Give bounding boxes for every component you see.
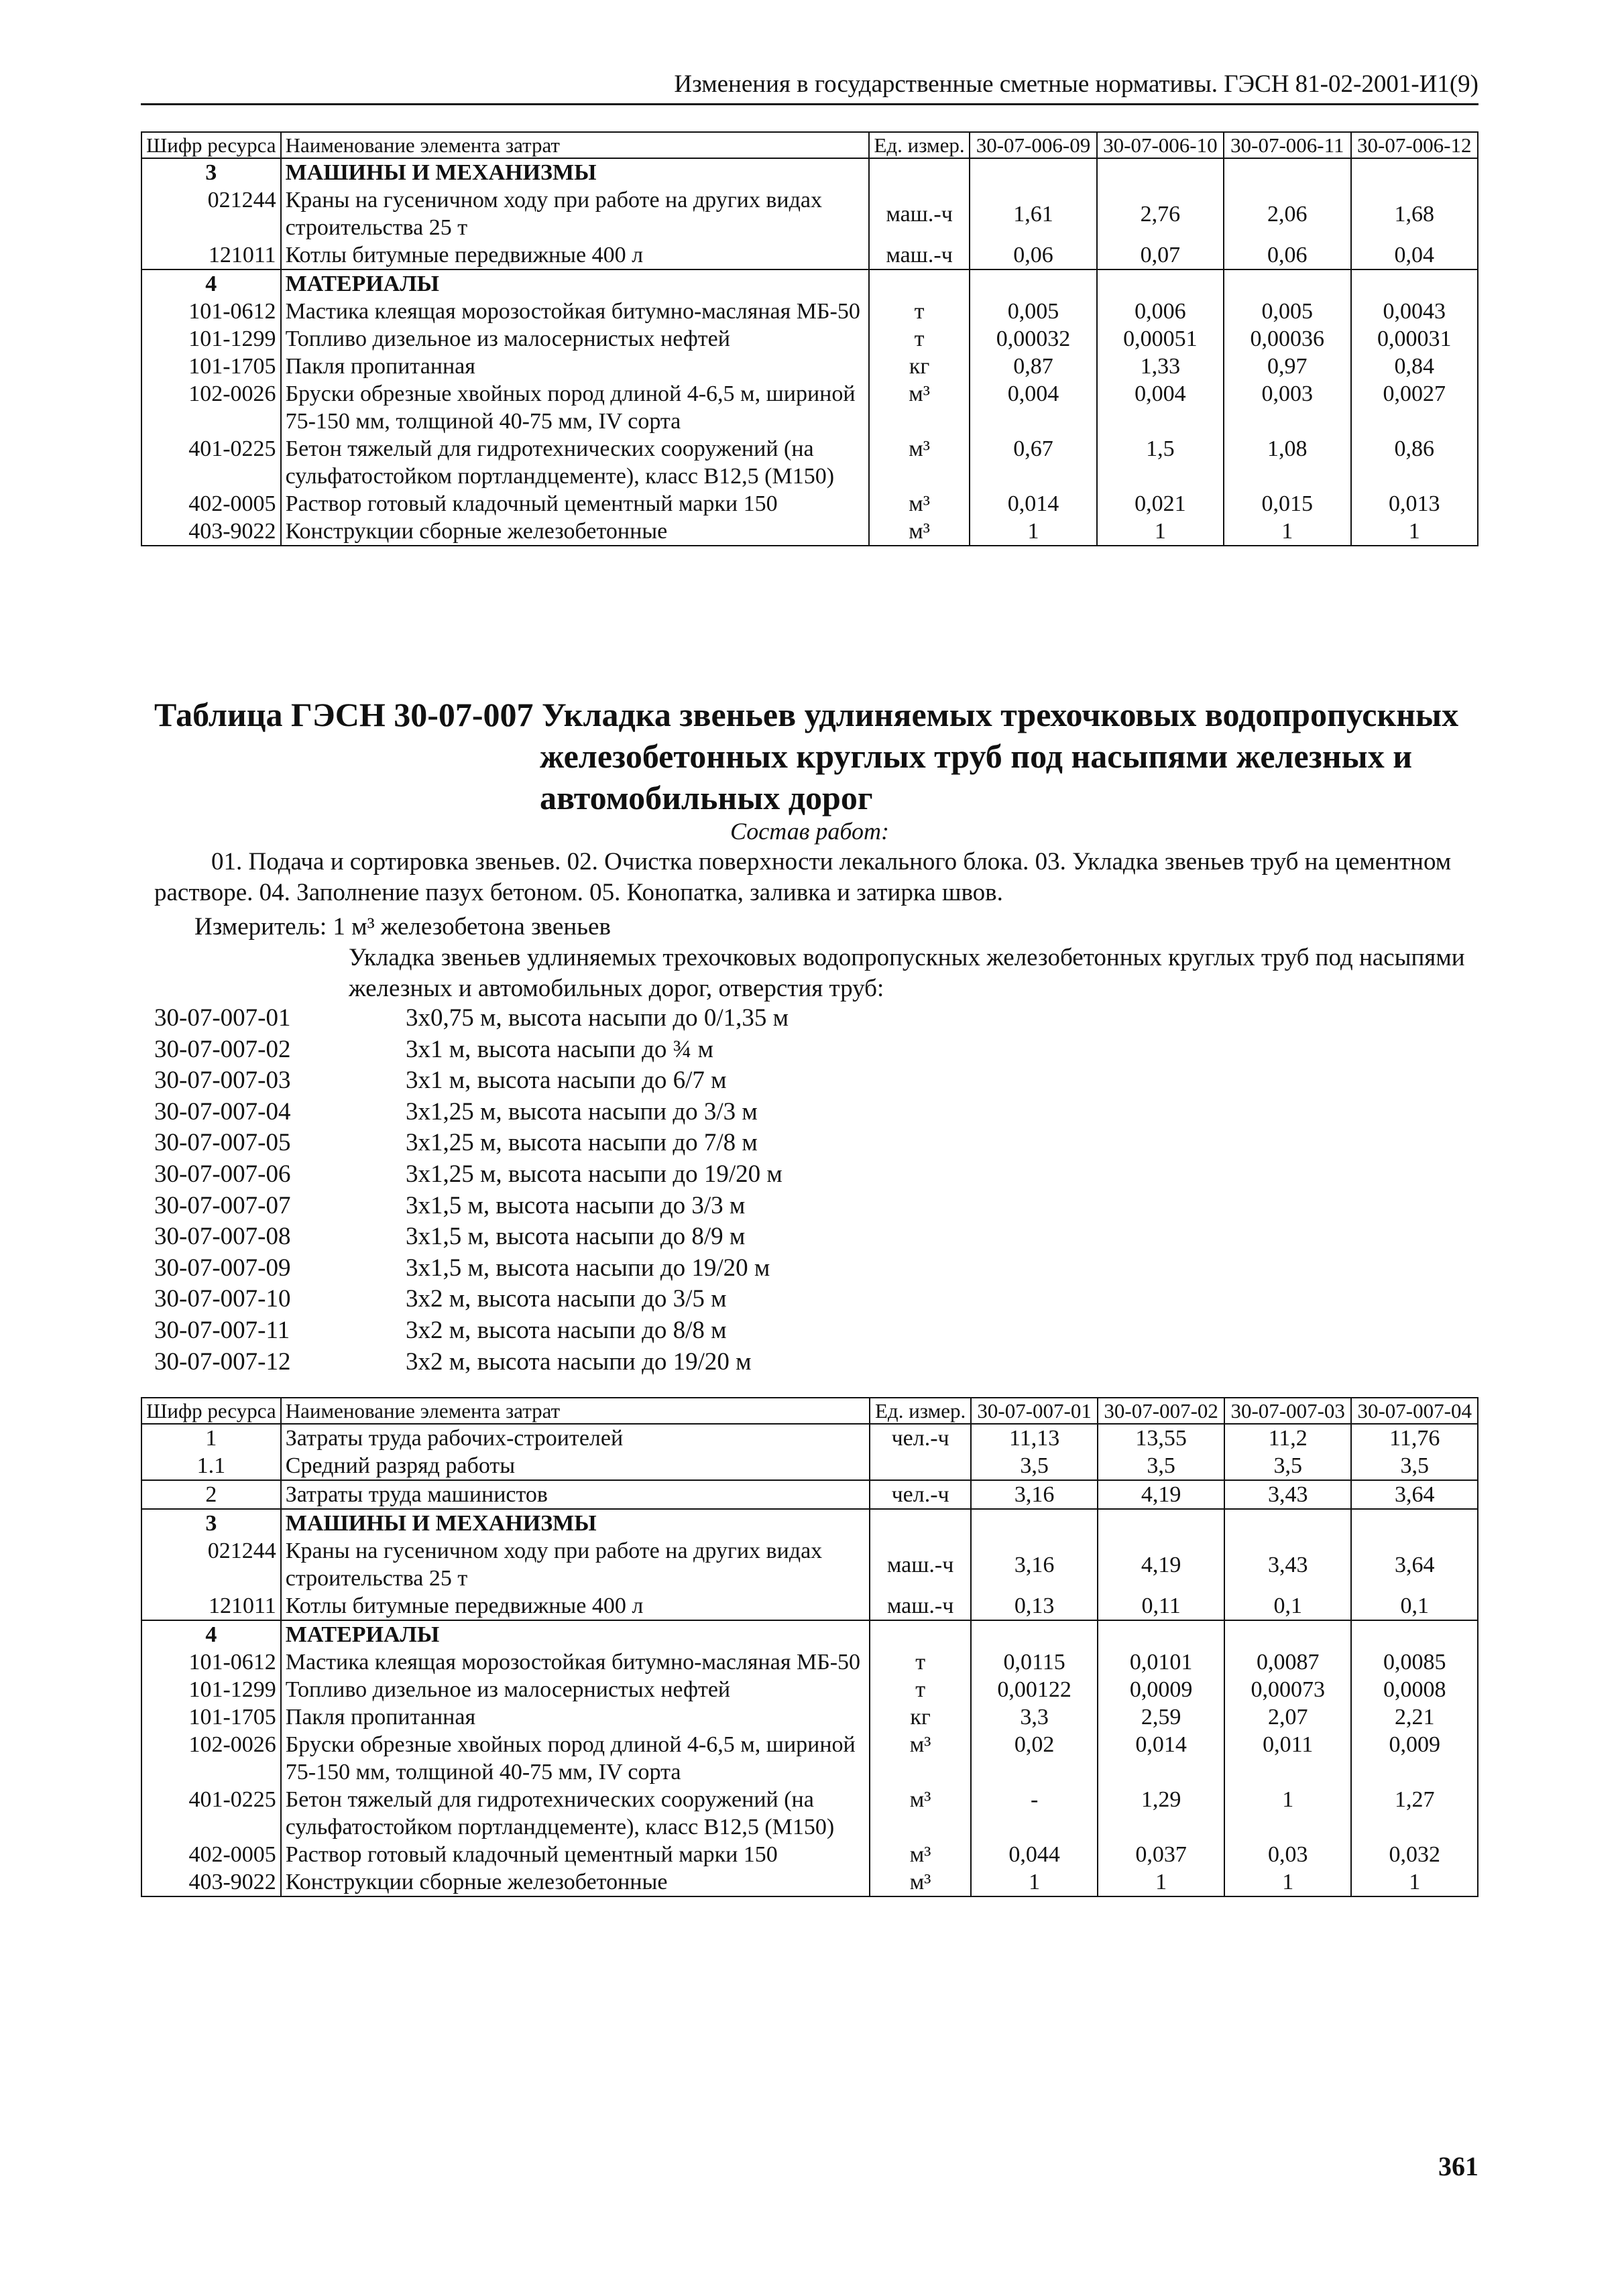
resource-name: Раствор готовый кладочный цементный марки 150	[281, 490, 869, 518]
resource-name: Топливо дизельное из малосернистых нефтей	[281, 1676, 870, 1703]
norm-value: 3,5	[1098, 1452, 1224, 1480]
running-header: Изменения в государственные сметные нормативы. ГЭСН 81-02-2001-И1(9)	[141, 70, 1478, 105]
position-description: 3х1,5 м, высота насыпи до 8/9 м	[406, 1223, 746, 1251]
norm-value: 3,16	[971, 1480, 1098, 1509]
norm-value: 2,21	[1351, 1703, 1478, 1731]
norm-value: 3,5	[1224, 1452, 1352, 1480]
col-header-code: Шифр ресурса	[141, 1398, 281, 1424]
table-row	[141, 1731, 1478, 1786]
position-code: 30-07-007-02	[154, 1035, 291, 1063]
table-row	[141, 1452, 1478, 1480]
norm-value: 1,27	[1351, 1786, 1478, 1841]
norm-value: 3,5	[971, 1452, 1098, 1480]
section-number: 4	[141, 1620, 281, 1648]
position-code: 30-07-007-11	[154, 1316, 290, 1344]
table-row	[141, 298, 1478, 325]
resource-name: Бруски обрезные хвойных пород длиной 4-6,5 м, шириной 75-150 мм, толщиной 40-75 мм, IV сорта	[281, 380, 869, 435]
resource-name: Пакля пропитанная	[281, 1703, 870, 1731]
table-row	[141, 380, 1478, 435]
norm-value: 0,00122	[971, 1676, 1098, 1703]
table-row	[141, 1480, 1478, 1509]
list-item	[154, 1065, 1294, 1097]
norm-value: 0,004	[970, 380, 1096, 435]
resource-name: Конструкции сборные железобетонные	[281, 1868, 870, 1896]
norm-value: 0,0009	[1098, 1676, 1224, 1703]
norm-value: 0,02	[971, 1731, 1098, 1786]
resource-code: 403-9022	[141, 1868, 281, 1896]
resource-code: 101-1705	[141, 353, 281, 380]
norm-value: 0,003	[1224, 380, 1350, 435]
resource-unit: кг	[869, 353, 970, 380]
norm-value: 0,03	[1224, 1841, 1352, 1868]
resource-name: Затраты труда рабочих-строителей	[281, 1424, 870, 1452]
resource-name: Краны на гусеничном ходу при работе на других видах строительства 25 т	[281, 1537, 870, 1592]
section-row-materials	[141, 269, 1478, 298]
table-row	[141, 1841, 1478, 1868]
norm-value: 1	[1097, 518, 1224, 546]
norm-value: 0,013	[1351, 490, 1478, 518]
norm-value: 1,29	[1098, 1786, 1224, 1841]
position-description: 3х2 м, высота насыпи до 19/20 м	[406, 1347, 752, 1376]
norm-value: 13,55	[1098, 1424, 1224, 1452]
norm-value: 0,06	[1224, 241, 1350, 269]
resource-unit: маш.-ч	[869, 241, 970, 269]
table-row	[141, 1424, 1478, 1452]
norm-value: 0,07	[1097, 241, 1224, 269]
position-description: 3х1,5 м, высота насыпи до 3/3 м	[406, 1191, 746, 1219]
resource-name: Мастика клеящая морозостойкая битумно-масляная МБ-50	[281, 298, 869, 325]
norm-value: 3,5	[1351, 1452, 1478, 1480]
list-item	[154, 1191, 1294, 1222]
norm-value: 1	[1224, 1868, 1352, 1896]
table-row	[141, 1676, 1478, 1703]
norm-value: 0,004	[1097, 380, 1224, 435]
table-row	[141, 435, 1478, 490]
col-header-norm: 30-07-006-11	[1224, 132, 1350, 158]
table-title-line: Таблица ГЭСН 30-07-007 Укладка звеньев удлиняемых трехочковых водопропускных	[154, 696, 1459, 733]
positions-intro: Укладка звеньев удлиняемых трехочковых водопропускных железобетонных круглых труб под насыпями железных и автомобильных дорог, отверстия труб:	[349, 944, 1465, 1002]
measure-unit: Измеритель: 1 м³ железобетона звеньев	[194, 913, 611, 941]
resource-name: Котлы битумные передвижные 400 л	[281, 1592, 870, 1620]
col-header-norm: 30-07-007-01	[971, 1398, 1098, 1424]
norm-value: 1,5	[1097, 435, 1224, 490]
table-row	[141, 353, 1478, 380]
position-code: 30-07-007-01	[154, 1004, 291, 1032]
list-item	[154, 1315, 1294, 1347]
norm-value: 0,00032	[970, 325, 1096, 353]
norm-value: 1	[1224, 1786, 1352, 1841]
position-code: 30-07-007-12	[154, 1347, 291, 1376]
resource-code: 121011	[141, 241, 281, 269]
position-description: 3х2 м, высота насыпи до 8/8 м	[406, 1316, 727, 1344]
resource-name: Краны на гусеничном ходу при работе на других видах строительства 25 т	[281, 186, 869, 241]
col-header-norm: 30-07-007-03	[1224, 1398, 1352, 1424]
resource-name: Мастика клеящая морозостойкая битумно-масляная МБ-50	[281, 1648, 870, 1676]
position-description: 3х1 м, высота насыпи до 6/7 м	[406, 1067, 727, 1095]
resource-code: 021244	[141, 186, 281, 241]
norm-value: 4,19	[1098, 1480, 1224, 1509]
resource-unit	[870, 1452, 970, 1480]
position-code: 30-07-007-08	[154, 1223, 291, 1251]
section-number: 3	[141, 1509, 281, 1537]
norm-value: 1	[1351, 1868, 1478, 1896]
norm-value: 0,00051	[1097, 325, 1224, 353]
list-item	[154, 1034, 1294, 1066]
col-header-code: Шифр ресурса	[141, 132, 281, 158]
position-description: 3х1,25 м, высота насыпи до 7/8 м	[406, 1129, 758, 1157]
norm-value: 0,021	[1097, 490, 1224, 518]
resource-unit: маш.-ч	[869, 186, 970, 241]
works-description: 01. Подача и сортировка звеньев. 02. Очистка поверхности лекального блока. 03. Укладка звеньев труб на цементном растворе. 04. Заполнение пазух бетоном. 05. Конопатка, заливка и затирка швов.	[154, 848, 1452, 906]
resource-unit: кг	[870, 1703, 970, 1731]
section-title: МАТЕРИАЛЫ	[281, 269, 869, 298]
resource-name: Средний разряд работы	[281, 1452, 870, 1480]
section-row-materials	[141, 1620, 1478, 1648]
col-header-name: Наименование элемента затрат	[281, 132, 869, 158]
table-row	[141, 1786, 1478, 1841]
table-row	[141, 1592, 1478, 1620]
table-row	[141, 490, 1478, 518]
norm-value: 4,19	[1098, 1537, 1224, 1592]
norm-value: 3,43	[1224, 1480, 1352, 1509]
resource-code: 403-9022	[141, 518, 281, 546]
norm-value: 0,0115	[971, 1648, 1098, 1676]
resource-unit: маш.-ч	[870, 1537, 970, 1592]
resource-code: 101-1705	[141, 1703, 281, 1731]
table-row	[141, 325, 1478, 353]
resource-unit: т	[869, 325, 970, 353]
norm-value: 3,16	[971, 1537, 1098, 1592]
table-title-line: железобетонных круглых труб под насыпями железных и автомобильных дорог	[540, 737, 1413, 817]
section-row-machines	[141, 158, 1478, 186]
norm-value: 1,33	[1097, 353, 1224, 380]
table-row	[141, 241, 1478, 269]
norm-value: 2,76	[1097, 186, 1224, 241]
resource-unit: м³	[869, 435, 970, 490]
resource-unit: м³	[869, 490, 970, 518]
resource-unit: м³	[870, 1786, 970, 1841]
col-header-norm: 30-07-007-04	[1351, 1398, 1478, 1424]
resource-unit: м³	[870, 1868, 970, 1896]
norm-value: 0,00073	[1224, 1676, 1352, 1703]
norm-value: 3,43	[1224, 1537, 1352, 1592]
norm-value: 0,1	[1224, 1592, 1352, 1620]
norm-value: 0,00031	[1351, 325, 1478, 353]
col-header-norm: 30-07-006-12	[1351, 132, 1478, 158]
list-item	[154, 1159, 1294, 1191]
norm-value: 0,0085	[1351, 1648, 1478, 1676]
position-description: 3х2 м, высота насыпи до 3/5 м	[406, 1285, 727, 1313]
resource-code: 402-0005	[141, 1841, 281, 1868]
norm-value: 1	[971, 1868, 1098, 1896]
resource-unit: м³	[870, 1731, 970, 1786]
resource-name: Бетон тяжелый для гидротехнических сооружений (на сульфатостойком портландцементе), класс В12,5 (М150)	[281, 435, 869, 490]
resource-code: 102-0026	[141, 1731, 281, 1786]
table-title	[154, 694, 1482, 819]
section-number: 4	[141, 269, 281, 298]
section-number: 3	[141, 158, 281, 186]
resource-table-007	[141, 1397, 1478, 1897]
norm-value: 11,2	[1224, 1424, 1352, 1452]
position-code: 30-07-007-06	[154, 1160, 291, 1188]
resource-code: 401-0225	[141, 435, 281, 490]
norm-value: 0,0087	[1224, 1648, 1352, 1676]
norm-value: -	[971, 1786, 1098, 1841]
col-header-name: Наименование элемента затрат	[281, 1398, 870, 1424]
norm-value: 0,84	[1351, 353, 1478, 380]
position-description: 3х1,5 м, высота насыпи до 19/20 м	[406, 1254, 770, 1282]
norm-value: 0,009	[1351, 1731, 1478, 1786]
norm-value: 0,0101	[1098, 1648, 1224, 1676]
resource-code: 102-0026	[141, 380, 281, 435]
resource-code: 101-0612	[141, 298, 281, 325]
table-row	[141, 186, 1478, 241]
position-code: 30-07-007-09	[154, 1254, 291, 1282]
list-item	[154, 1128, 1294, 1159]
resource-code: 1	[141, 1424, 281, 1452]
section-title: МАТЕРИАЛЫ	[281, 1620, 870, 1648]
table-row	[141, 518, 1478, 546]
resource-code: 101-0612	[141, 1648, 281, 1676]
list-item	[154, 1347, 1294, 1378]
table-row	[141, 1537, 1478, 1592]
norm-value: 0,97	[1224, 353, 1350, 380]
resource-unit: м³	[869, 380, 970, 435]
norm-value: 0,04	[1351, 241, 1478, 269]
resource-unit: т	[870, 1648, 970, 1676]
norm-value: 3,3	[971, 1703, 1098, 1731]
norm-value: 1	[1351, 518, 1478, 546]
resource-name: Котлы битумные передвижные 400 л	[281, 241, 869, 269]
norm-value: 1,68	[1351, 186, 1478, 241]
norm-value: 0,13	[971, 1592, 1098, 1620]
position-code: 30-07-007-03	[154, 1067, 291, 1095]
positions-list	[154, 1003, 1294, 1378]
col-header-norm: 30-07-006-10	[1097, 132, 1224, 158]
position-description: 3х1,25 м, высота насыпи до 19/20 м	[406, 1160, 782, 1188]
resource-unit: маш.-ч	[870, 1592, 970, 1620]
resource-unit: т	[870, 1676, 970, 1703]
position-code: 30-07-007-04	[154, 1097, 291, 1126]
norm-value: 0,037	[1098, 1841, 1224, 1868]
resource-name: Бетон тяжелый для гидротехнических сооружений (на сульфатостойком портландцементе), класс В12,5 (М150)	[281, 1786, 870, 1841]
section-title: МАШИНЫ И МЕХАНИЗМЫ	[281, 1509, 870, 1537]
norm-value: 11,13	[971, 1424, 1098, 1452]
table-row	[141, 1648, 1478, 1676]
resource-unit: м³	[870, 1841, 970, 1868]
norm-value: 0,87	[970, 353, 1096, 380]
norm-value: 0,014	[970, 490, 1096, 518]
resource-name: Бруски обрезные хвойных пород длиной 4-6,5 м, шириной 75-150 мм, толщиной 40-75 мм, IV сорта	[281, 1731, 870, 1786]
norm-value: 11,76	[1351, 1424, 1478, 1452]
position-code: 30-07-007-05	[154, 1129, 291, 1157]
norm-value: 2,59	[1098, 1703, 1224, 1731]
resource-unit: чел.-ч	[870, 1480, 970, 1509]
list-item	[154, 1097, 1294, 1128]
norm-value: 0,00036	[1224, 325, 1350, 353]
norm-value: 2,07	[1224, 1703, 1352, 1731]
resource-code: 101-1299	[141, 325, 281, 353]
resource-table-006	[141, 131, 1478, 546]
norm-value: 0,0008	[1351, 1676, 1478, 1703]
position-description: 3х1 м, высота насыпи до ¾ м	[406, 1035, 714, 1063]
resource-name: Пакля пропитанная	[281, 353, 869, 380]
list-item	[154, 1284, 1294, 1315]
norm-value: 0,11	[1098, 1592, 1224, 1620]
norm-value: 0,0043	[1351, 298, 1478, 325]
resource-code: 2	[141, 1480, 281, 1509]
table-row	[141, 1703, 1478, 1731]
resource-name: Конструкции сборные железобетонные	[281, 518, 869, 546]
resource-code: 101-1299	[141, 1676, 281, 1703]
position-code: 30-07-007-10	[154, 1285, 291, 1313]
section-title: МАШИНЫ И МЕХАНИЗМЫ	[281, 158, 869, 186]
resource-code: 121011	[141, 1592, 281, 1620]
col-header-norm: 30-07-006-09	[970, 132, 1096, 158]
norm-value: 2,06	[1224, 186, 1350, 241]
norm-value: 0,032	[1351, 1841, 1478, 1868]
norm-value: 3,64	[1351, 1480, 1478, 1509]
resource-code: 402-0005	[141, 490, 281, 518]
norm-value: 1	[1098, 1868, 1224, 1896]
norm-value: 1	[970, 518, 1096, 546]
norm-value: 0,1	[1351, 1592, 1478, 1620]
resource-name: Раствор готовый кладочный цементный марки 150	[281, 1841, 870, 1868]
resource-code: 401-0225	[141, 1786, 281, 1841]
norm-value: 1,08	[1224, 435, 1350, 490]
resource-name: Затраты труда машинистов	[281, 1480, 870, 1509]
page-number: 361	[1438, 2151, 1478, 2181]
table-header-row	[141, 132, 1478, 158]
resource-code: 1.1	[141, 1452, 281, 1480]
col-header-unit: Ед. измер.	[869, 132, 970, 158]
norm-value: 0,015	[1224, 490, 1350, 518]
norm-value: 1,61	[970, 186, 1096, 241]
table-row	[141, 1868, 1478, 1896]
norm-value: 0,86	[1351, 435, 1478, 490]
list-item	[154, 1003, 1294, 1034]
resource-name: Топливо дизельное из малосернистых нефтей	[281, 325, 869, 353]
col-header-norm: 30-07-007-02	[1098, 1398, 1224, 1424]
table-header-row	[141, 1398, 1478, 1424]
list-item	[154, 1221, 1294, 1253]
norm-value: 0,014	[1098, 1731, 1224, 1786]
norm-value: 0,67	[970, 435, 1096, 490]
resource-unit: м³	[869, 518, 970, 546]
position-description: 3х1,25 м, высота насыпи до 3/3 м	[406, 1097, 758, 1126]
norm-value: 0,044	[971, 1841, 1098, 1868]
section-row-machines	[141, 1509, 1478, 1537]
resource-unit: т	[869, 298, 970, 325]
norm-value: 0,005	[1224, 298, 1350, 325]
composition-label: Состав работ:	[730, 818, 889, 845]
col-header-unit: Ед. измер.	[870, 1398, 970, 1424]
position-description: 3х0,75 м, высота насыпи до 0/1,35 м	[406, 1004, 789, 1032]
norm-value: 3,64	[1351, 1537, 1478, 1592]
list-item	[154, 1253, 1294, 1284]
norm-value: 0,06	[970, 241, 1096, 269]
norm-value: 1	[1224, 518, 1350, 546]
norm-value: 0,011	[1224, 1731, 1352, 1786]
norm-value: 0,006	[1097, 298, 1224, 325]
norm-value: 0,0027	[1351, 380, 1478, 435]
norm-value: 0,005	[970, 298, 1096, 325]
resource-code: 021244	[141, 1537, 281, 1592]
resource-unit: чел.-ч	[870, 1424, 970, 1452]
position-code: 30-07-007-07	[154, 1191, 291, 1219]
